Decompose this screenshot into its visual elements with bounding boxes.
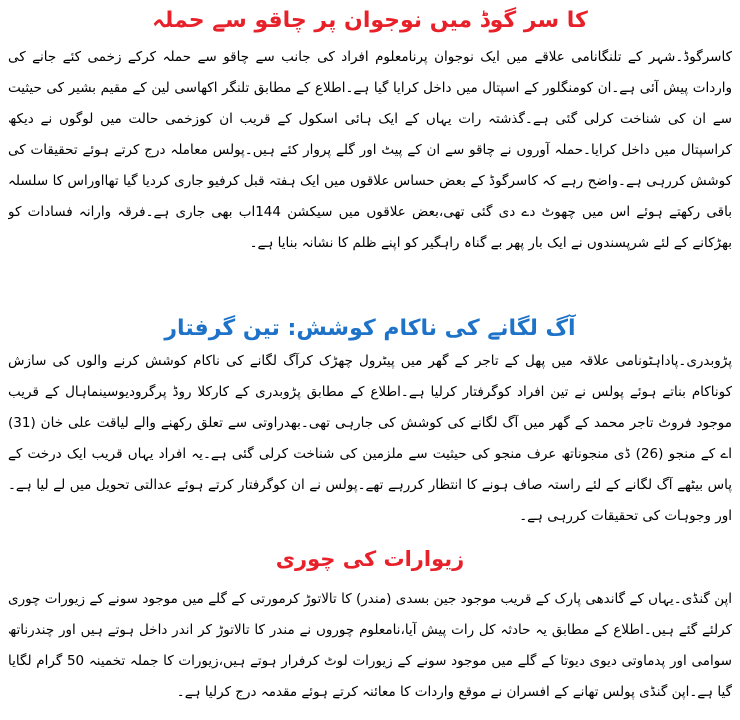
article-body-knife-attack: کاسرگوڈ۔شہر کے تلنگانامی علاقے میں ایک نوجوان پرنامعلوم افراد کی جانب سے چاقو سے حملہ کرکے زخمی کئے جانے کی واردات پیش آئی ہے۔ان کومنگلور کے اسپتال میں داخل کرایا گیا ہے۔اطلاع کے مطابق تلنگر اکھاسی لین کے مقیم بشیر کی حیثیت سے ان کی شناخت کرلی گئی ہے۔گذشتہ رات یہاں کے ایک ہائی اسکول کے قریب ان کوزخمی حالت میں لوگوں نے دیکھ کراسپتال میں داخل کرایا۔حملہ آوروں نے چاقو سے ان کے پیٹ اور گلے پروار کئے ہیں۔پولس معاملہ درج کرتے ہوئے تحقیقات کی کوشش کررہی ہے۔واضح رہے کہ کاسرگوڈ کے بعض حساس علاقوں میں ایک ہفتہ قبل کرفیو جاری کردیا گیا تھااوراس کا سلسلہ باقی رکھتے ہوئے اس میں چھوٹ دے دی گئی تھی،بعض علاقوں میں سیکشن 144اب بھی جاری ہے۔فرقہ وارانہ فسادات کو بھڑکانے کے لئے شرپسندوں نے ایک بار پھر بے گناہ راہگیر کو اپنے ظلم کا نشانہ بنایا ہے۔ [8,49,732,251]
headline-jewellery-theft: زیوارات کی چوری [275,547,465,571]
article-body-arson-attempt: پڑوبدری۔پاداہٹونامی علاقہ میں پھل کے تاجر کے گھر میں پیٹرول چھڑک کرآگ لگانے کی ناکام کوشش کرنے والوں کی سازش کوناکام بناتے ہوئے پولس نے تین افراد کوگرفتار کرلیا ہے۔اطلاع کے مطابق پڑوبدری کے کارکلا روڈ پرگرودیوسینماہال کے قریب موجود فروٹ تاجر محمد کے گھر میں آگ لگانے کی کوشش کی جارہی تھی۔بھدراوتی سے تعلق رکھنے والے لیاقت علی خان (31) اے کے منجو (26) ڈی منجوناتھ عرف منجو کی حیثیت سے ملزمین کی شناخت کرلی گئی ہے۔یہ افراد یہاں قریب ایک درخت کے پاس بیٹھے آگ لگانے کے لئے راستہ صاف ہونے کا انتظار کررہے تھے۔پولس نے ان کوگرفتار کرتے ہوئے عدالتی تحویل میں لے لیا ہے۔اور وجوہات کی تحقیقات کررہی ہے۔ [8,353,732,524]
headline-knife-attack: کا سر گوڈ میں نوجوان پر چاقو سے حملہ [152,8,588,33]
headline-arson-attempt: آگ لگانے کی ناکام کوشش: تین گرفتار [164,316,576,341]
article-body-jewellery-theft: اپن گنڈی۔یہاں کے گاندھی پارک کے قریب موجود جین بسدی (مندر) کا تالاتوڑ کرمورتی کے گلے میں موجود سونے کے زیورات چوری کرلئے گئے ہیں۔اطلاع کے مطابق یہ حادثہ کل رات پیش آیا،نامعلوم چوروں نے مندر کا تالاتوڑ کر اندر داخل ہوتے ہیں اور چندرناتھ سوامی اور پدماوتی دیوی دیوتا کے گلے میں موجود سونے کے زیورات لوٹ کرفرار ہوتے ہیں،زیورات کا جملہ تخمینہ 50 گرام لگایا گیا ہے۔اپن گنڈی پولس تھانے کے افسران نے موقع واردات کا معائنہ کرتے ہوئے مقدمہ درج کرلیا ہے۔ [8,591,732,700]
